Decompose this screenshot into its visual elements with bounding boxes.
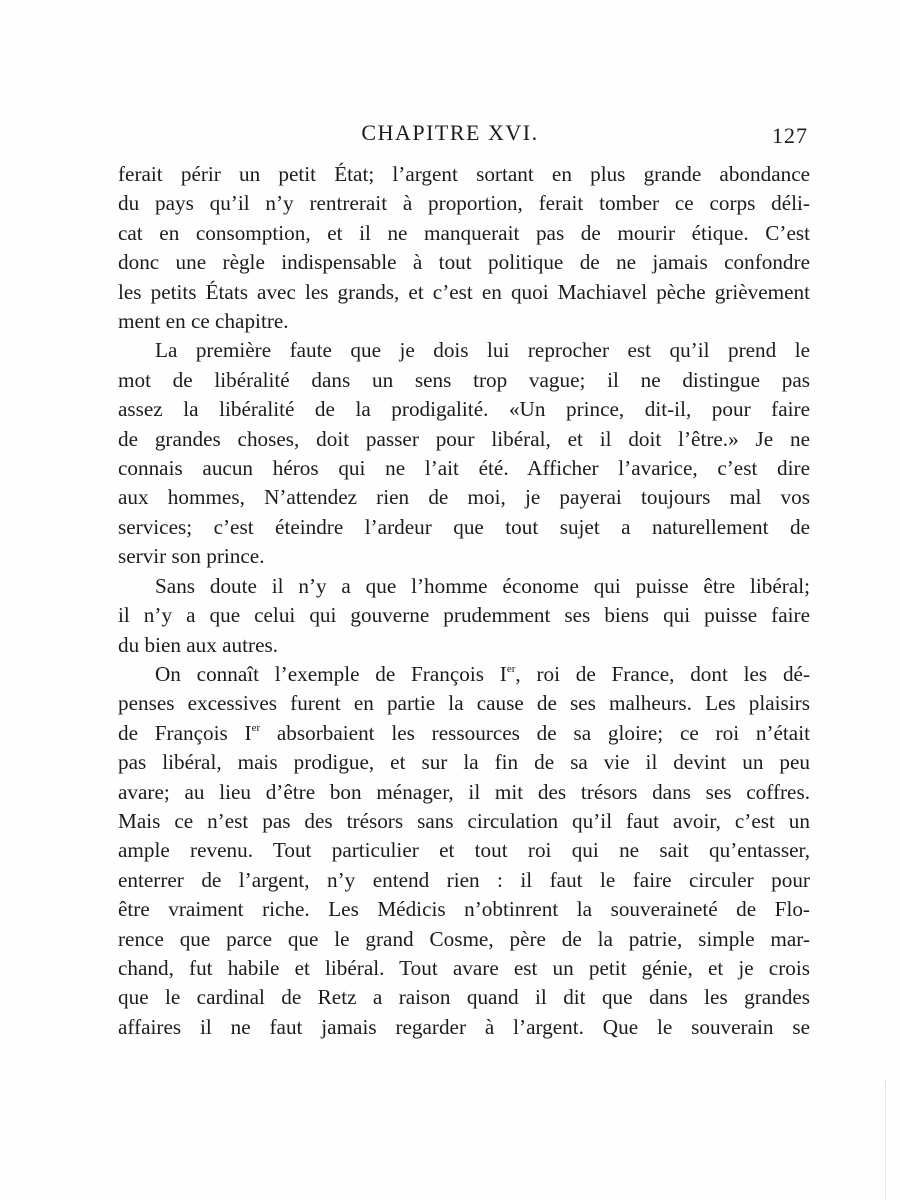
text-line: cat en consomption, et il ne manquerait pas de mourir étique. C’est (118, 220, 810, 245)
text-line: aux hommes, N’attendez rien de moi, je payerai toujours mal vos (118, 485, 810, 510)
text-line: connais aucun héros qui ne l’ait été. Afficher l’avarice, c’est dire (118, 456, 810, 481)
text-line: assez la libéralité de la prodigalité. «Un prince, dit-il, pour faire (118, 397, 810, 422)
text-line: du pays qu’il n’y rentrerait à proportion, ferait tomber ce corps déli- (118, 191, 810, 216)
ordinal-superscript: er (506, 662, 516, 675)
text-line: ample revenu. Tout particulier et tout roi qui ne sait qu’entasser, (118, 838, 810, 863)
text-line: rence que parce que le grand Cosme, père de la patrie, simple mar- (118, 926, 810, 951)
text-line: pas libéral, mais prodigue, et sur la fin de sa vie il devint un peu (118, 750, 810, 775)
text-line: enterrer de l’argent, n’y entend rien : il faut le faire circuler pour (118, 867, 810, 892)
chapter-title: CHAPITRE XVI. (361, 120, 539, 145)
text-line: que le cardinal de Retz a raison quand il dit que dans les grandes (118, 985, 810, 1010)
paragraph-econome (118, 572, 810, 660)
text-line: être vraiment riche. Les Médicis n’obtinrent la souveraineté de Flo- (118, 897, 810, 922)
text-line: avare; au lieu d’être bon ménager, il mit des trésors dans ses coffres. (118, 779, 810, 804)
paragraph-continuation (118, 160, 810, 336)
running-head (0, 118, 900, 148)
paragraph-liberalite (118, 336, 810, 571)
text-line: penses excessives furent en partie la cause de ses malheurs. Les plaisirs (118, 691, 810, 716)
text-line: affaires il ne faut jamais regarder à l’argent. Que le souverain se (118, 1014, 810, 1039)
paragraph-francois (118, 660, 810, 1042)
ordinal-superscript: er (251, 721, 261, 734)
text-line: il n’y a que celui qui gouverne prudemment ses biens qui puisse faire (118, 603, 810, 628)
text-line: donc une règle indispensable à tout politique de ne jamais confondre (118, 250, 810, 275)
text-line: Mais ce n’est pas des trésors sans circulation qu’il faut avoir, c’est un (118, 808, 810, 833)
text-line: services; c’est éteindre l’ardeur que tout sujet a naturellement de (118, 514, 810, 539)
text-line: On connaît l’exemple de François Ier, roi de France, dont les dé- (155, 661, 810, 686)
text-line: mot de libéralité dans un sens trop vague; il ne distingue pas (118, 367, 810, 392)
page-number: 127 (772, 123, 808, 148)
text-line: Sans doute il n’y a que l’homme économe qui puisse être libéral; (155, 573, 810, 598)
text-line: chand, fut habile et libéral. Tout avare est un petit génie, et je crois (118, 955, 810, 980)
text-line: servir son prince. (118, 544, 265, 569)
text-line: de François Ier absorbaient les ressources de sa gloire; ce roi n’était (118, 720, 810, 745)
text-line: ment en ce chapitre. (118, 309, 289, 334)
text-line: La première faute que je dois lui reprocher est qu’il prend le (155, 338, 810, 363)
scan-margin-artifact (883, 1080, 886, 1200)
text-line: les petits États avec les grands, et c’est en quoi Machiavel pèche grièvement (118, 279, 810, 304)
text-line: de grandes choses, doit passer pour libéral, et il doit l’être.» Je ne (118, 426, 810, 451)
text-line: du bien aux autres. (118, 632, 279, 657)
text-line: ferait périr un petit État; l’argent sortant en plus grande abondance (118, 162, 810, 186)
body-text (118, 160, 810, 1042)
